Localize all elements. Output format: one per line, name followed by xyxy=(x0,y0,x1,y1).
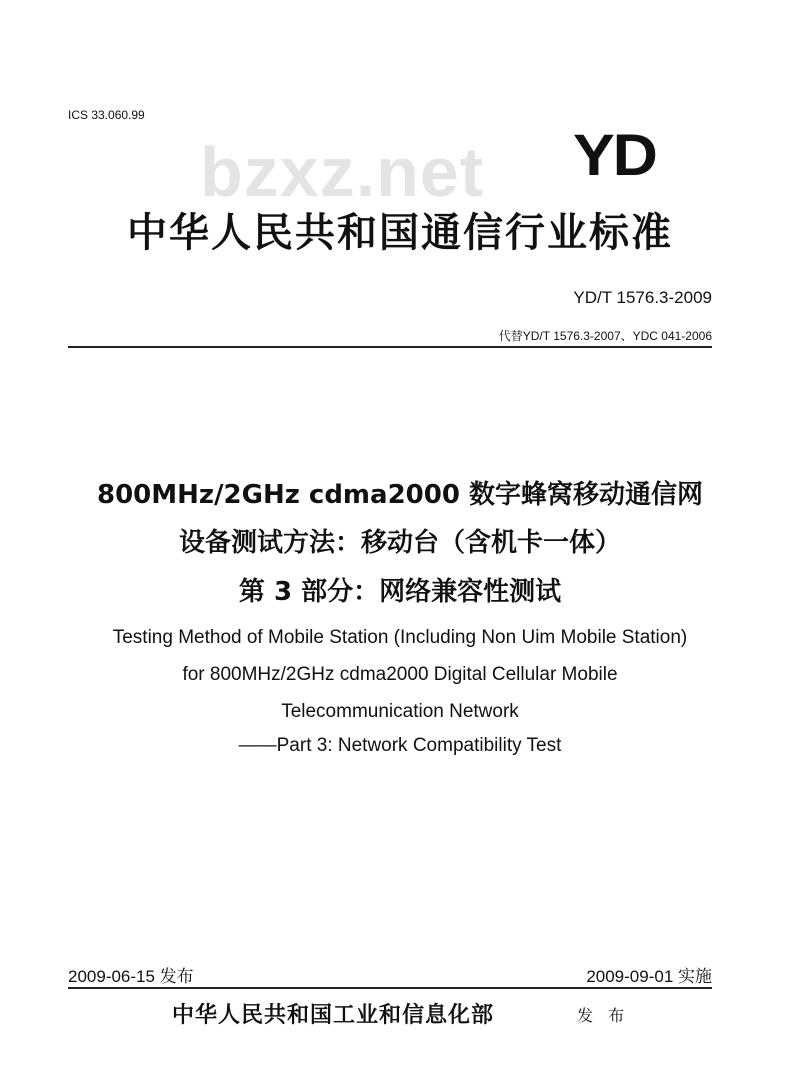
en-title-line3: Telecommunication Network xyxy=(281,701,519,722)
standard-title: 中华人民共和国通信行业标准 xyxy=(127,210,673,256)
ministry-name: 中华人民共和国工业和信息化部 xyxy=(172,1003,495,1028)
issue-date: 2009-06-15 发布 xyxy=(68,967,194,986)
standard-number: YD/T 1576.3-2009 xyxy=(573,288,712,307)
zh-title-line1: 800MHz/2GHz cdma2000 数字蜂窝移动通信网 xyxy=(97,480,703,510)
footer-divider xyxy=(68,987,712,989)
ics-code: ICS 33.060.99 xyxy=(68,108,145,122)
en-title-line4: ——Part 3: Network Compatibility Test xyxy=(238,735,562,756)
watermark: bzxz.net xyxy=(200,133,485,211)
yd-logo: YD xyxy=(573,123,656,188)
header-divider xyxy=(68,346,712,348)
implement-date: 2009-09-01 实施 xyxy=(586,967,712,986)
en-title-line1: Testing Method of Mobile Station (Including Non Uim Mobile Station) xyxy=(112,627,688,648)
zh-title-line3: 第 3 部分：网络兼容性测试 xyxy=(238,577,562,607)
replaces-note: 代替YD/T 1576.3-2007、YDC 041-2006 xyxy=(498,329,712,343)
zh-title-line2: 设备测试方法：移动台（含机卡一体） xyxy=(178,528,621,558)
en-title-line2: for 800MHz/2GHz cdma2000 Digital Cellular Mobile xyxy=(182,664,618,685)
publish-label: 发 布 xyxy=(577,1006,630,1025)
